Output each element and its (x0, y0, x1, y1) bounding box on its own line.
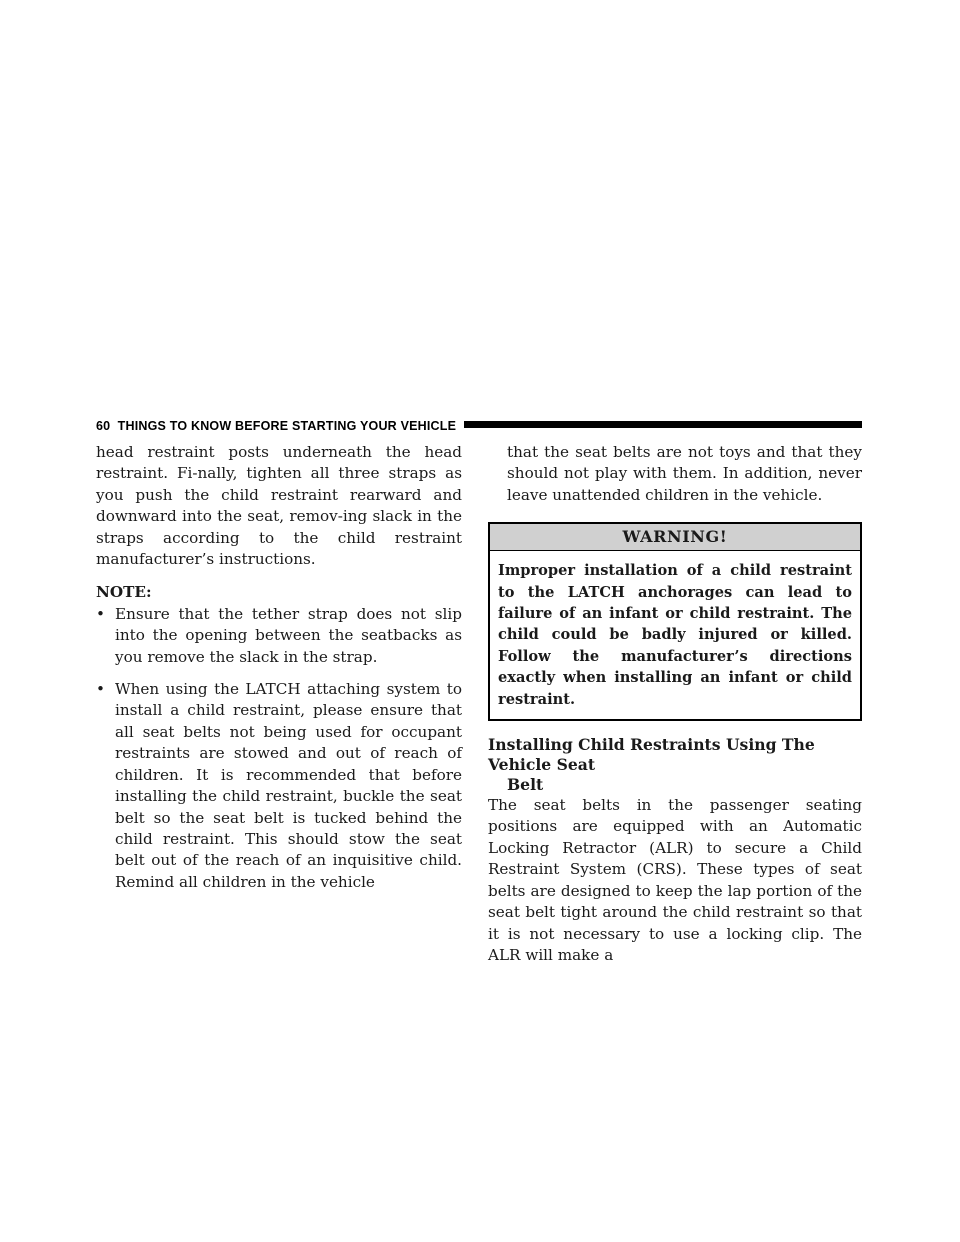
bullet-continuation: that the seat belts are not toys and that they should not play with them. In addition, never leave unattended children in the vehicle. (507, 443, 862, 504)
bullet-icon: • (96, 604, 105, 623)
note-label: NOTE: (96, 583, 152, 602)
section-heading-line2: Belt (507, 775, 544, 795)
right-column (488, 442, 862, 966)
section-paragraph: The seat belts in the passenger seating positions are equipped with an Automatic Locking Retractor (ALR) to secure a Child Restraint System (CRS). These types of seat belts are designed to keep the lap portion of the seat belt tight around the child restraint so that it is not necessary to use a locking clip. The ALR will make a (488, 796, 862, 964)
section-heading (488, 735, 862, 795)
page-number: 60 (96, 419, 111, 433)
left-column (96, 442, 462, 893)
list-item (96, 604, 462, 668)
page-header (96, 418, 862, 434)
bullet-text: When using the LATCH attaching system to install a child restraint, please ensure that all seat belts not being used for occupant restraints are stowed and out of reach of children. It is recommended that before installing the child restraint, buckle the seat belt so the seat belt is tucked behind the child restraint. This should stow the seat belt out of the reach of an inquisitive child. Remind all children in the vehicle (115, 680, 462, 891)
warning-title: WARNING! (490, 524, 860, 551)
intro-paragraph: head restraint posts underneath the head restraint. Fi-nally, tighten all three straps as you push the child restraint rearward and downward into the seat, remov-ing slack in the straps according to the child restraint manufacturer’s instructions. (96, 443, 462, 569)
section-heading-line1: Installing Child Restraints Using The Vehicle Seat (488, 735, 815, 775)
header-title: THINGS TO KNOW BEFORE STARTING YOUR VEHICLE (117, 419, 457, 433)
warning-body: Improper installation of a child restraint to the LATCH anchorages can lead to failure of an infant or child restraint. The child could be badly injured or killed. Follow the manufacturer’s directions exactly when installing an infant or child restraint. (498, 562, 852, 708)
list-item (96, 679, 462, 893)
bullet-icon: • (96, 680, 105, 699)
note-bullet-list (96, 604, 462, 893)
warning-box (488, 522, 862, 721)
header-rule (464, 421, 862, 428)
running-header (96, 418, 456, 434)
bullet-text: Ensure that the tether strap does not slip into the opening between the seatbacks as you remove the slack in the strap. (115, 604, 462, 666)
